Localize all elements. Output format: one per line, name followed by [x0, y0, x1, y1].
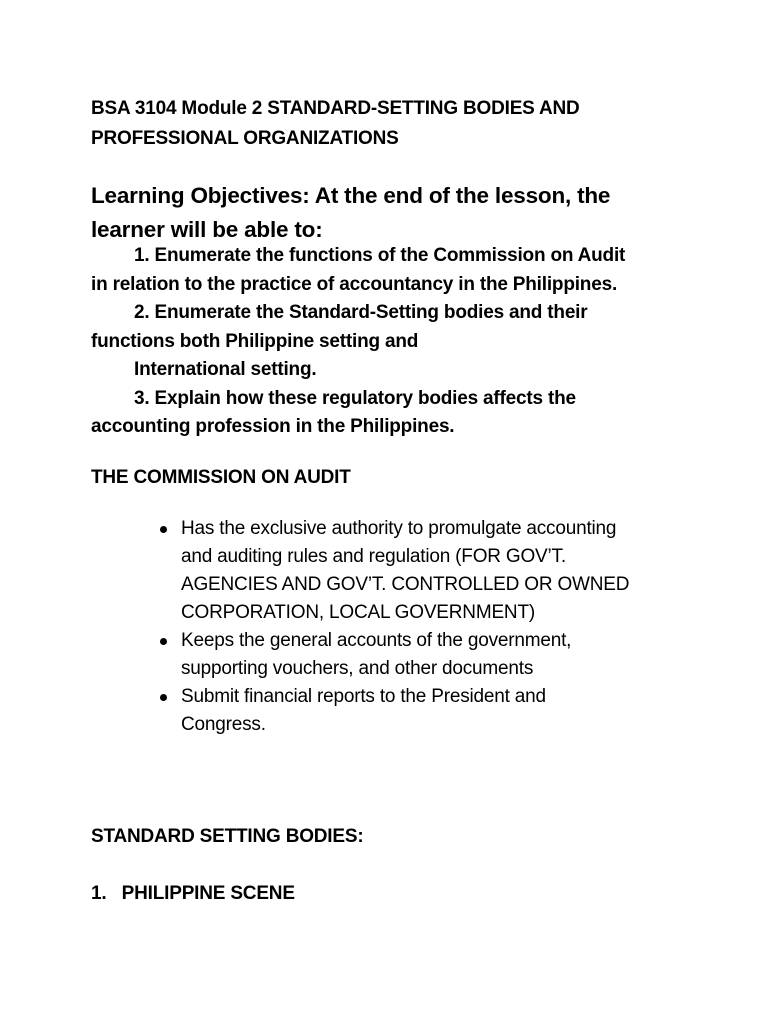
bullet-1-line-2: and auditing rules and regulation (FOR GOV’T. [181, 546, 566, 567]
list-item [160, 515, 720, 627]
standard-setting-bodies-heading: STANDARD SETTING BODIES: [91, 826, 364, 847]
document-title-line-1: BSA 3104 Module 2 STANDARD-SETTING BODIES AND [91, 98, 580, 119]
bullet-2-line-2: supporting vouchers, and other documents [181, 658, 534, 679]
objective-1-line-2: in relation to the practice of accountancy in the Philippines. [91, 273, 618, 295]
philippine-scene-heading: 1. PHILIPPINE SCENE [91, 883, 295, 904]
bullet-1-line-1: Has the exclusive authority to promulgate accounting [181, 518, 617, 539]
objective-2-line-1: 2. Enumerate the Standard-Setting bodies and their [134, 302, 588, 323]
learning-objectives-heading-line-2: learner will be able to: [91, 217, 323, 242]
objective-2-line-3: International setting. [134, 359, 317, 380]
bullet-2-line-1: Keeps the general accounts of the government, [181, 630, 572, 651]
bullet-1-line-3: AGENCIES AND GOV’T. CONTROLLED OR OWNED [181, 574, 630, 595]
learning-objectives-list [91, 242, 731, 442]
objective-item [91, 385, 731, 442]
learning-objectives-heading-line-1: Learning Objectives: At the end of the lesson, the [91, 183, 611, 208]
bullet-icon [160, 638, 167, 645]
commission-bullet-list [160, 515, 720, 739]
commission-on-audit-heading: THE COMMISSION ON AUDIT [91, 467, 351, 488]
objective-1-line-1: 1. Enumerate the functions of the Commission on Audit [134, 245, 626, 266]
bullet-1-line-4: CORPORATION, LOCAL GOVERNMENT) [181, 602, 535, 623]
document-title-line-2: PROFESSIONAL ORGANIZATIONS [91, 128, 399, 149]
bullet-3-line-2: Congress. [181, 714, 266, 735]
bullet-icon [160, 694, 167, 701]
document-title [91, 94, 731, 154]
objective-item [91, 242, 731, 299]
list-item [160, 627, 720, 683]
objective-3-line-2: accounting profession in the Philippines. [91, 416, 455, 437]
objective-3-line-1: 3. Explain how these regulatory bodies affects the [134, 387, 576, 409]
objective-2-line-2: functions both Philippine setting and [91, 330, 419, 352]
objective-item [91, 299, 731, 385]
bullet-3-line-1: Submit financial reports to the President and [181, 686, 546, 707]
list-item [160, 683, 720, 739]
bullet-icon [160, 526, 167, 533]
learning-objectives-heading [91, 179, 731, 247]
